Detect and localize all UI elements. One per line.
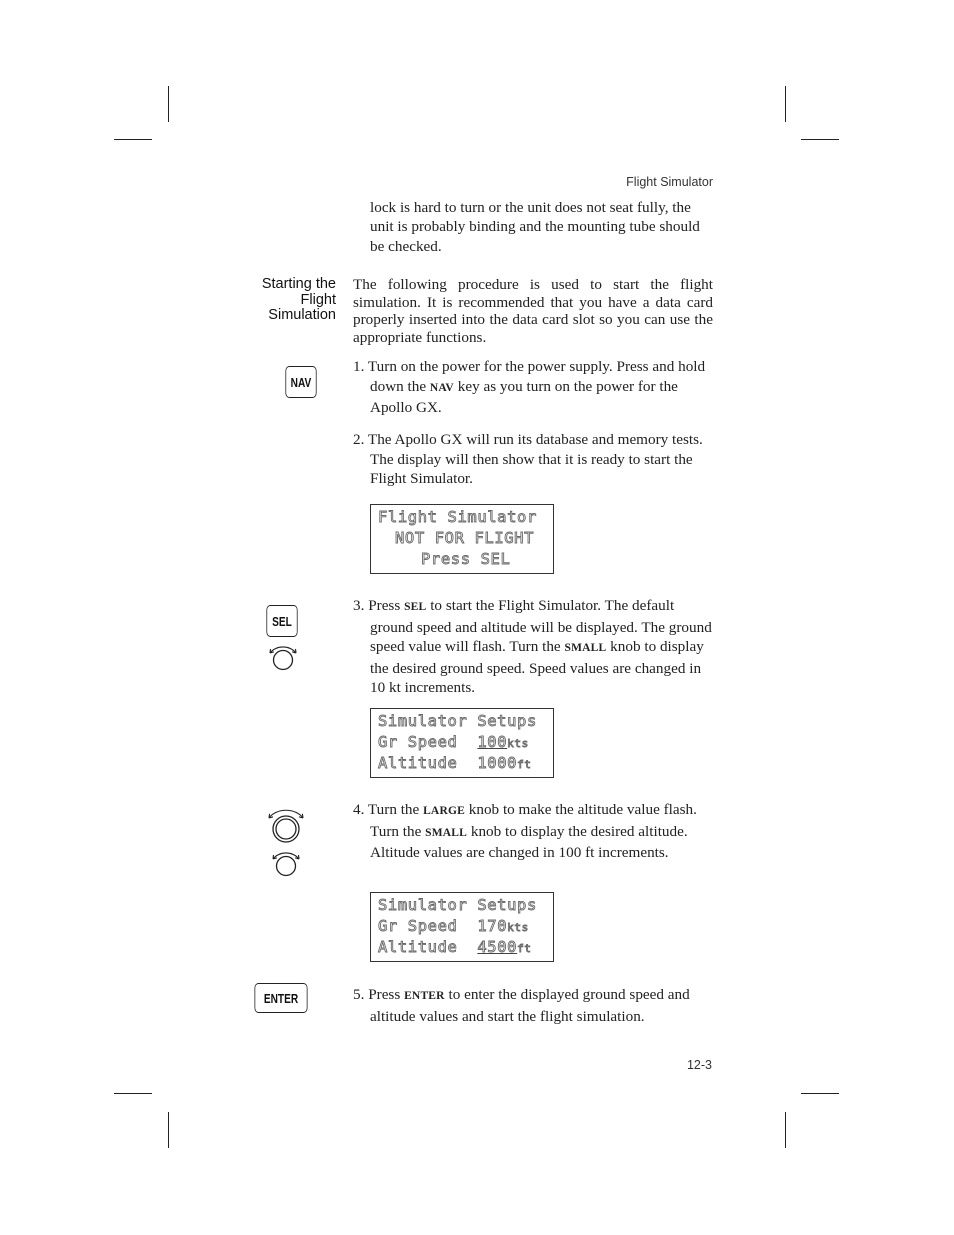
large-knob-icon <box>265 806 307 846</box>
crop-mark <box>114 139 152 140</box>
lcd-display-simulator-setups <box>370 708 554 778</box>
step-2: 2. The Apollo GX will run its database and memory tests. The display will then show that it is ready to start the Flight Simulator. <box>353 431 703 488</box>
ground-speed-value: 100 <box>477 733 508 751</box>
crop-mark <box>801 139 839 140</box>
step-5: 5. Press ENTER to enter the displayed ground speed and altitude values and start the flight simulation. <box>353 986 690 1025</box>
crop-mark <box>785 86 786 122</box>
lcd-line: Simulator Setups <box>378 712 537 730</box>
ground-speed-value: 170 <box>477 917 508 935</box>
small-knob-icon <box>265 643 301 673</box>
enter-key-icon: ENTER <box>254 983 307 1013</box>
step-1: 1. Turn on the power for the power supply. Press and hold down the NAV key as you turn on the power for the Apollo GX. <box>353 358 706 417</box>
lcd-line: Gr Speed 170kts <box>378 917 529 935</box>
crop-mark <box>114 1093 152 1094</box>
lcd-line: Altitude 1000ft <box>378 754 532 772</box>
crop-mark <box>168 1112 169 1148</box>
running-head: Flight Simulator <box>626 175 713 189</box>
lcd-line: Simulator Setups <box>378 896 537 914</box>
lcd-line: Press SEL <box>421 550 511 568</box>
small-knob-icon <box>268 849 304 879</box>
lcd-line: Altitude 4500ft <box>378 938 532 956</box>
lcd-line: NOT FOR FLIGHT <box>395 529 535 547</box>
altitude-value: 4500 <box>477 938 518 956</box>
section-heading: Starting the Flight Simulation <box>261 276 336 323</box>
lcd-line: Flight Simulator <box>378 508 537 526</box>
step-3: 3. Press SEL to start the Flight Simulator. The default ground speed and altitude will be displayed. The ground speed value will flash. Turn the SMALL knob to display the desired ground speed. Speed values are changed in 10 kt increments. <box>353 597 712 697</box>
lcd-display-simulator-setups-altitude <box>370 892 554 962</box>
crop-mark <box>168 86 169 122</box>
altitude-value: 1000 <box>477 754 518 772</box>
lcd-line: Gr Speed 100kts <box>378 733 529 751</box>
sel-key-icon: SEL <box>266 605 297 637</box>
lcd-display-simulator-start <box>370 504 554 574</box>
step-4: 4. Turn the LARGE knob to make the altitude value flash. Turn the SMALL knob to display the desired altitude. Altitude values are changed in 100 ft increments. <box>353 801 697 862</box>
nav-key-icon: NAV <box>285 366 316 398</box>
section-intro-paragraph: The following procedure is used to start the flight simulation. It is recommended that you have a data card properly inserted into the data card slot so you can use the appropriate functions. <box>353 276 713 346</box>
continued-paragraph: lock is hard to turn or the unit does not seat fully, the unit is probably binding and the mounting tube should be checked. <box>370 199 700 255</box>
crop-mark <box>801 1093 839 1094</box>
page-number: 12-3 <box>686 1058 712 1072</box>
crop-mark <box>785 1112 786 1148</box>
